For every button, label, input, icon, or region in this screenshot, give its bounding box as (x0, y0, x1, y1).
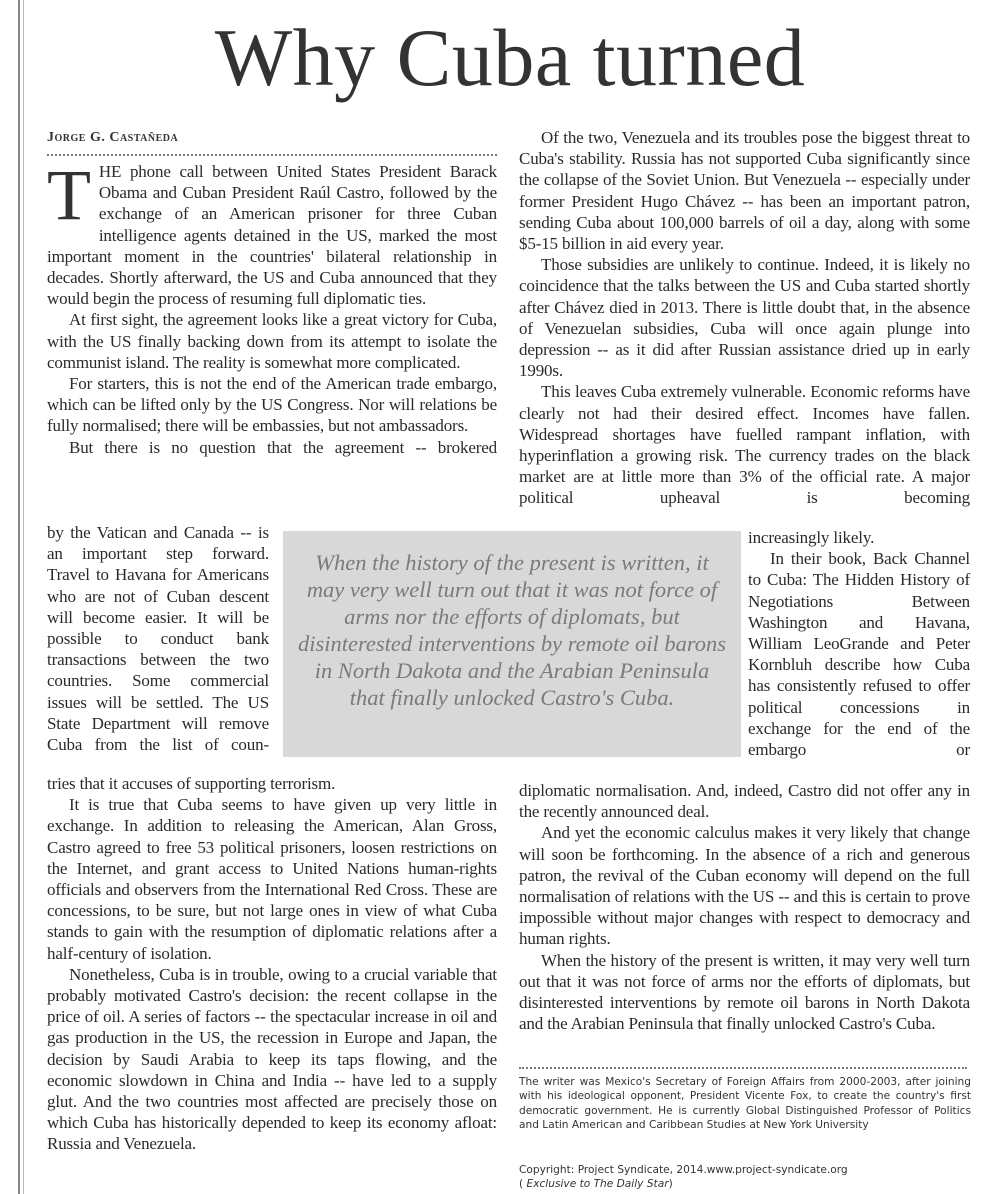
right-column-wrap (748, 527, 970, 760)
headline: Why Cuba turned (214, 12, 806, 103)
footer-divider (519, 1067, 967, 1069)
paragraph: tries that it accuses of supporting terrorism. (47, 774, 336, 793)
paragraph: diplomatic normalisation. And, indeed, Castro did not offer any in the recently announced deal. (519, 781, 970, 822)
page-edge-rule (18, 0, 24, 1194)
exclusive-note (519, 1177, 971, 1191)
copyright: Copyright: Project Syndicate, 2014.www.project-syndicate.org (519, 1164, 848, 1176)
right-column-bottom (519, 780, 970, 1034)
paren-close: ) (668, 1178, 673, 1190)
byline-divider (47, 154, 497, 156)
paragraph (47, 155, 497, 309)
paragraph: At first sight, the agreement looks like a great victory for Cuba, with the US finally backing down from its attempt to isolate the communist island. The reality is somewhat more complicated. (47, 310, 497, 372)
exclusive-text: Exclusive to The Daily Star (526, 1178, 669, 1190)
paragraph: For starters, this is not the end of the American trade embargo, which can be lifted only by the US Congress. Nor will relations be fully normalised; there will be embassies, but not ambassadors. (47, 374, 497, 436)
left-column-bottom (47, 773, 497, 1155)
paragraph: It is true that Cuba seems to have given up very little in exchange. In addition to releasing the American, Alan Gross, Castro agreed to free 53 political prisoners, loosen restrictions on the Internet, and grant access to United Nations human-rights officials and observers from the International Red Cross. These are concessions, to be sure, but not large ones in view of what Cuba stands to gain with the resumption of diplomatic relations after a half-century of isolation. (47, 795, 497, 963)
author-bio: The writer was Mexico's Secretary of Foreign Affairs from 2000-2003, after joining with his ideological opponent, President Vicente Fox, to create the country's first democratic government. He is currently Global Distinguished Professor of Politics and Latin American and Caribbean Studies at New York University (519, 1076, 971, 1131)
drop-cap: T (47, 155, 91, 235)
paragraph: increasingly likely. (748, 528, 875, 547)
left-column-wrap (47, 522, 269, 755)
paragraph: But there is no question that the agreement -- brokered (69, 437, 497, 457)
paren-open: ( (519, 1178, 527, 1190)
pull-quote: When the history of the present is written, it may very well turn out that it was not force of arms nor the efforts of diplomats, but disinterested interventions by remote oil barons in North Dakota and the Arabian Peninsula that finally unlocked Castro's Cuba. (283, 531, 741, 757)
paragraph-text: HE phone call between United States President Barack Obama and Cuban President Raúl Castro, followed by the exchange of an American prisoner for three Cuban intelligence agents detained in the US, marked the most important moment in the countries' bilateral relationship in decades. Shortly afterward, the US and Cuba announced that they would begin the process of resuming full diplomatic ties. (47, 162, 497, 309)
right-column-top (519, 127, 970, 509)
left-column-top (47, 155, 497, 458)
byline: Jorge G. Castañeda (47, 130, 179, 145)
paragraph: Nonetheless, Cuba is in trouble, owing to a crucial variable that probably motivated Castro's decision: the recent collapse in the price of oil. A series of factors -- the spectacular increase in oil and gas production in the US, the recession in Europe and Japan, the decision by Saudi Arabia to keep its taps flowing, and the economic slowdown in China and India -- have led to a supply glut. And the two countries most affected are precisely those on which Cuba has historically depended to keep its economy afloat: Russia and Venezuela. (47, 964, 497, 1154)
paragraph: Those subsidies are unlikely to continue. Indeed, it is likely no coincidence that the talks between the US and Cuba started shortly after Chávez died in 2013. There is little doubt that, in the absence of Venezuelan subsidies, Cuba will once again plunge into depression -- as it did after Russian assistance dried up in early 1990s. (519, 255, 970, 381)
paragraph: Of the two, Venezuela and its troubles pose the biggest threat to Cuba's stability. Russia has not supported Cuba significantly since the collapse of the Soviet Union. But Venezuela -- especially under former President Hugo Chávez -- has been an important patron, sending Cuba about 100,000 barrels of oil a day, along with some $5-15 billion in aid every year. (519, 128, 970, 254)
paragraph: This leaves Cuba extremely vulnerable. Economic reforms have clearly not had their desired effect. Incomes have fallen. Widespread shortages have fuelled rampant inflation, with hyperinflation a growing risk. The currency trades on the black market are at little more than 3% of the official rate. A major political upheaval is becoming (519, 382, 970, 508)
paragraph: And yet the economic calculus makes it very likely that change will soon be forthcoming. In the absence of a rich and generous patron, the revival of the Cuban economy will depend on the full normalisation of relations with the US -- and this is certain to prove impossible without major changes with respect to democracy and human rights. (519, 823, 970, 949)
paragraph: In their book, Back Channel to Cuba: The Hidden History of Negotiations Between Washington and Havana, William LeoGrande and Peter Kornbluh describe how Cuba has consistently refused to offer political concessions in exchange for the end of the embargo or (748, 549, 970, 760)
paragraph: by the Vatican and Canada -- is an important step forward. Travel to Havana for Americans who are not of Cuban descent will become easier. It will be possible to conduct bank transactions between the two countries. Some commercial issues will be settled. The US State Department will remove Cuba from the list of coun- (47, 523, 269, 755)
paragraph: When the history of the present is written, it may very well turn out that it was not force of arms nor the efforts of diplomats, but disinterested interventions by remote oil barons in North Dakota and the Arabian Peninsula that finally unlocked Castro's Cuba. (519, 950, 970, 1034)
